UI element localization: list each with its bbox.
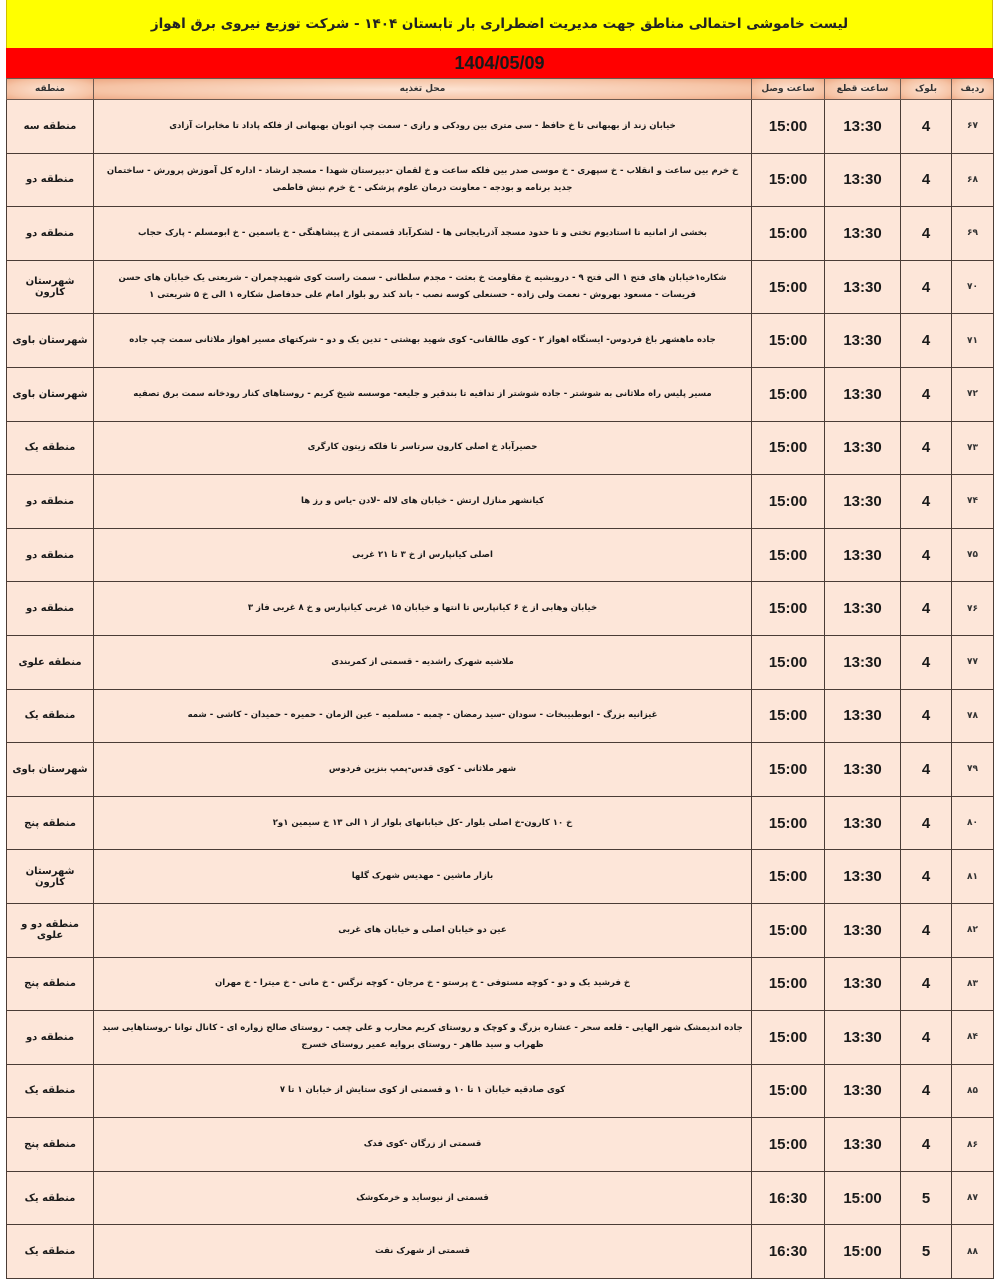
- table-row: [7, 207, 994, 261]
- row-number-cell: ۸۰: [952, 796, 994, 850]
- row-number-cell: ۶۸: [952, 153, 994, 207]
- cut-time-cell: 13:30: [825, 635, 901, 689]
- table-row: [7, 100, 994, 154]
- feed-location-cell: قسمتی از نیوساید و خرمکوشک: [94, 1171, 752, 1225]
- reconnect-time-cell: 15:00: [752, 582, 825, 636]
- cut-time-cell: 13:30: [825, 260, 901, 314]
- feed-location-cell: بازار ماشین - مهدیس شهرک گلها: [94, 850, 752, 904]
- block-cell: 4: [901, 153, 952, 207]
- table-row: [7, 1118, 994, 1172]
- feed-location-cell: جاده اندیمشک شهر الهایی - قلعه سحر - عشاره بزرگ و کوچک و روستای کریم محارب و علی چعب - روستای صالح زواره ای - کانال توانا -روستاهایی سید ظهراب و سید طاهر - روستای بروایه عمیر روستای خسرج: [94, 1011, 752, 1065]
- cut-time-cell: 13:30: [825, 582, 901, 636]
- reconnect-time-cell: 15:00: [752, 207, 825, 261]
- cut-time-cell: 15:00: [825, 1171, 901, 1225]
- area-cell: منطقه یک: [7, 1064, 94, 1118]
- block-cell: 4: [901, 421, 952, 475]
- area-cell: شهرستان کارون: [7, 850, 94, 904]
- block-cell: 4: [901, 1118, 952, 1172]
- schedule-date: 1404/05/09: [454, 52, 545, 73]
- block-cell: 4: [901, 475, 952, 529]
- block-cell: 5: [901, 1225, 952, 1279]
- area-cell: منطقه یک: [7, 1225, 94, 1279]
- area-cell: منطقه پنج: [7, 796, 94, 850]
- cut-time-cell: 13:30: [825, 100, 901, 154]
- feed-location-cell: خ خرم بین ساعت و انقلاب - خ سپهری - خ موسی صدر بین فلکه ساعت و خ لقمان -دبیرستان شهدا - مسجد ارشاد - اداره کل آموزش پرورش - ساختمان جدید برنامه و بودجه - معاونت درمان علوم پزشکی - خ خرم نبش فاطمی: [94, 153, 752, 207]
- row-number-cell: ۷۷: [952, 635, 994, 689]
- area-cell: منطقه یک: [7, 421, 94, 475]
- area-cell: منطقه علوی: [7, 635, 94, 689]
- block-cell: 4: [901, 850, 952, 904]
- cut-time-cell: 13:30: [825, 743, 901, 797]
- area-cell: منطقه دو: [7, 528, 94, 582]
- table-row: [7, 635, 994, 689]
- table-row: [7, 153, 994, 207]
- reconnect-time-cell: 15:00: [752, 957, 825, 1011]
- block-cell: 4: [901, 743, 952, 797]
- feed-location-cell: خ فرشید یک و دو - کوچه مستوفی - خ پرستو - خ مرجان - کوچه نرگس - خ مانی - خ میترا - خ مهران: [94, 957, 752, 1011]
- area-cell: منطقه دو: [7, 207, 94, 261]
- column-header-block: بلوک: [901, 79, 952, 100]
- block-cell: 4: [901, 635, 952, 689]
- reconnect-time-cell: 15:00: [752, 635, 825, 689]
- reconnect-time-cell: 15:00: [752, 1064, 825, 1118]
- feed-location-cell: غیزانیه بزرگ - ابوطبیبخات - سودان -سید رمضان - چمبه - مسلمیه - عین الزمان - حمیره - حمیدان - کاشی - شمه: [94, 689, 752, 743]
- cut-time-cell: 13:30: [825, 1064, 901, 1118]
- row-number-cell: ۷۱: [952, 314, 994, 368]
- row-number-cell: ۸۵: [952, 1064, 994, 1118]
- reconnect-time-cell: 15:00: [752, 796, 825, 850]
- area-cell: شهرستان باوی: [7, 743, 94, 797]
- reconnect-time-cell: 15:00: [752, 689, 825, 743]
- row-number-cell: ۸۳: [952, 957, 994, 1011]
- row-number-cell: ۸۶: [952, 1118, 994, 1172]
- area-cell: منطقه پنج: [7, 1118, 94, 1172]
- row-number-cell: ۷۶: [952, 582, 994, 636]
- reconnect-time-cell: 15:00: [752, 153, 825, 207]
- table-header-row: [7, 79, 994, 100]
- cut-time-cell: 13:30: [825, 903, 901, 957]
- block-cell: 4: [901, 528, 952, 582]
- cut-time-cell: 13:30: [825, 1011, 901, 1065]
- table-row: [7, 1064, 994, 1118]
- area-cell: منطقه دو: [7, 582, 94, 636]
- cut-time-cell: 13:30: [825, 421, 901, 475]
- table-row: [7, 1225, 994, 1279]
- table-row: [7, 743, 994, 797]
- block-cell: 4: [901, 1064, 952, 1118]
- reconnect-time-cell: 15:00: [752, 421, 825, 475]
- area-cell: منطقه سه: [7, 100, 94, 154]
- row-number-cell: ۸۲: [952, 903, 994, 957]
- row-number-cell: ۸۸: [952, 1225, 994, 1279]
- reconnect-time-cell: 15:00: [752, 367, 825, 421]
- feed-location-cell: شکاره۱خیابان های فتح ۱ الی فتح ۹ - درویشیه خ مقاومت خ بعثت - مجدم سلطانی - سمت راست کوی شهیدچمران - شریعتی یک خیابان های حسن فریسات - مسعود بهروش - نعمت ولی زاده - حسنعلی کوسه نصب - باند کند رو بلوار امام علی حدفاصل شکاره ۱ الی خ ۵ شریعتی ۱: [94, 260, 752, 314]
- reconnect-time-cell: 15:00: [752, 528, 825, 582]
- area-cell: منطقه یک: [7, 1171, 94, 1225]
- block-cell: 4: [901, 1011, 952, 1065]
- area-cell: منطقه پنج: [7, 957, 94, 1011]
- table-row: [7, 850, 994, 904]
- cut-time-cell: 13:30: [825, 528, 901, 582]
- reconnect-time-cell: 15:00: [752, 850, 825, 904]
- table-row: [7, 689, 994, 743]
- reconnect-time-cell: 15:00: [752, 1118, 825, 1172]
- block-cell: 4: [901, 367, 952, 421]
- area-cell: منطقه دو: [7, 475, 94, 529]
- cut-time-cell: 13:30: [825, 475, 901, 529]
- title-banner: [6, 0, 993, 48]
- block-cell: 4: [901, 957, 952, 1011]
- feed-location-cell: جاده ماهشهر باغ فردوس- ایستگاه اهواز ۲ - کوی طالقانی- کوی شهید بهشتی - تدین یک و دو - شرکتهای مسیر اهواز ملاثانی سمت چپ جاده: [94, 314, 752, 368]
- row-number-cell: ۷۴: [952, 475, 994, 529]
- area-cell: منطقه دو: [7, 153, 94, 207]
- outage-table: [6, 78, 994, 1279]
- row-number-cell: ۷۵: [952, 528, 994, 582]
- feed-location-cell: ملاشیه شهرک راشدیه - قسمتی از کمربندی: [94, 635, 752, 689]
- feed-location-cell: اصلی کیانپارس از خ ۳ تا ۲۱ غربی: [94, 528, 752, 582]
- block-cell: 4: [901, 796, 952, 850]
- table-row: [7, 1011, 994, 1065]
- row-number-cell: ۷۳: [952, 421, 994, 475]
- reconnect-time-cell: 15:00: [752, 260, 825, 314]
- block-cell: 5: [901, 1171, 952, 1225]
- row-number-cell: ۷۹: [952, 743, 994, 797]
- block-cell: 4: [901, 689, 952, 743]
- table-row: [7, 796, 994, 850]
- table-row: [7, 528, 994, 582]
- column-header-feed-location: محل تغذیه: [94, 79, 752, 100]
- reconnect-time-cell: 15:00: [752, 314, 825, 368]
- cut-time-cell: 15:00: [825, 1225, 901, 1279]
- area-cell: شهرستان باوی: [7, 314, 94, 368]
- row-number-cell: ۸۴: [952, 1011, 994, 1065]
- feed-location-cell: کوی صادقیه خیابان ۱ تا ۱۰ و قسمتی از کوی ستایش از خیابان ۱ تا ۷: [94, 1064, 752, 1118]
- table-row: [7, 367, 994, 421]
- feed-location-cell: قسمتی از زرگان -کوی فدک: [94, 1118, 752, 1172]
- cut-time-cell: 13:30: [825, 153, 901, 207]
- feed-location-cell: خیابان وهابی از خ ۶ کیانپارس تا انتها و خیابان ۱۵ غربی کیانپارس و خ ۸ غربی فاز ۳: [94, 582, 752, 636]
- feed-location-cell: شهر ملاثانی - کوی قدس-پمپ بنزین فردوس: [94, 743, 752, 797]
- block-cell: 4: [901, 100, 952, 154]
- column-header-cut-time: ساعت قطع: [825, 79, 901, 100]
- reconnect-time-cell: 15:00: [752, 903, 825, 957]
- reconnect-time-cell: 15:00: [752, 475, 825, 529]
- row-number-cell: ۶۹: [952, 207, 994, 261]
- row-number-cell: ۶۷: [952, 100, 994, 154]
- outage-schedule-sheet: [6, 0, 993, 1279]
- reconnect-time-cell: 16:30: [752, 1171, 825, 1225]
- cut-time-cell: 13:30: [825, 314, 901, 368]
- table-row: [7, 957, 994, 1011]
- table-row: [7, 582, 994, 636]
- column-header-reconnect-time: ساعت وصل: [752, 79, 825, 100]
- block-cell: 4: [901, 207, 952, 261]
- area-cell: منطقه دو: [7, 1011, 94, 1065]
- row-number-cell: ۸۷: [952, 1171, 994, 1225]
- feed-location-cell: خیابان زند از بهبهانی تا خ حافظ - سی متری بین رودکی و رازی - سمت چپ اتوبان بهبهانی از فلکه پاداد تا مخابرات آزادی: [94, 100, 752, 154]
- table-row: [7, 1171, 994, 1225]
- row-number-cell: ۷۲: [952, 367, 994, 421]
- block-cell: 4: [901, 260, 952, 314]
- row-number-cell: ۸۱: [952, 850, 994, 904]
- cut-time-cell: 13:30: [825, 796, 901, 850]
- feed-location-cell: عین دو خیابان اصلی و خیابان های غربی: [94, 903, 752, 957]
- cut-time-cell: 13:30: [825, 957, 901, 1011]
- column-header-area: منطقه: [7, 79, 94, 100]
- page-title: لیست خاموشی احتمالی مناطق جهت مدیریت اضطراری بار تابستان ۱۴۰۴ - شرکت توزیع نیروی برق اهواز: [150, 16, 849, 32]
- reconnect-time-cell: 15:00: [752, 100, 825, 154]
- feed-location-cell: کیانشهر منازل ارتش - خیابان های لاله -لادن -یاس و رز ها: [94, 475, 752, 529]
- table-body: [7, 100, 994, 1279]
- reconnect-time-cell: 15:00: [752, 1011, 825, 1065]
- feed-location-cell: مسیر پلیس راه ملاثانی به شوشتر - جاده شوشتر از تدافیه تا بندقیر و جلیعه- موسسه شیخ کریم - روستاهای کنار رودخانه سمت برق تصفیه: [94, 367, 752, 421]
- table-row: [7, 903, 994, 957]
- area-cell: شهرستان باوی: [7, 367, 94, 421]
- cut-time-cell: 13:30: [825, 689, 901, 743]
- cut-time-cell: 13:30: [825, 367, 901, 421]
- date-banner: [6, 48, 993, 78]
- cut-time-cell: 13:30: [825, 207, 901, 261]
- feed-location-cell: حصیرآباد خ اصلی کارون سرتاسر تا فلکه زیتون کارگری: [94, 421, 752, 475]
- table-row: [7, 421, 994, 475]
- column-header-row-number: ردیف: [952, 79, 994, 100]
- block-cell: 4: [901, 582, 952, 636]
- table-row: [7, 475, 994, 529]
- area-cell: منطقه یک: [7, 689, 94, 743]
- area-cell: شهرستان کارون: [7, 260, 94, 314]
- block-cell: 4: [901, 903, 952, 957]
- row-number-cell: ۷۰: [952, 260, 994, 314]
- table-row: [7, 314, 994, 368]
- feed-location-cell: خ ۱۰ کارون-خ اصلی بلوار -کل خیابانهای بلوار از ۱ الی ۱۳ خ سیمین ۱و۲: [94, 796, 752, 850]
- block-cell: 4: [901, 314, 952, 368]
- reconnect-time-cell: 16:30: [752, 1225, 825, 1279]
- feed-location-cell: قسمتی از شهرک نفت: [94, 1225, 752, 1279]
- feed-location-cell: بخشی از امانیه تا استادیوم تختی و تا حدود مسجد آذربایجانی ها - لشکرآباد قسمتی از خ پیشاهنگی - خ یاسمین - خ ابومسلم - پارک حجاب: [94, 207, 752, 261]
- area-cell: منطقه دو و علوی: [7, 903, 94, 957]
- cut-time-cell: 13:30: [825, 1118, 901, 1172]
- cut-time-cell: 13:30: [825, 850, 901, 904]
- reconnect-time-cell: 15:00: [752, 743, 825, 797]
- table-row: [7, 260, 994, 314]
- row-number-cell: ۷۸: [952, 689, 994, 743]
